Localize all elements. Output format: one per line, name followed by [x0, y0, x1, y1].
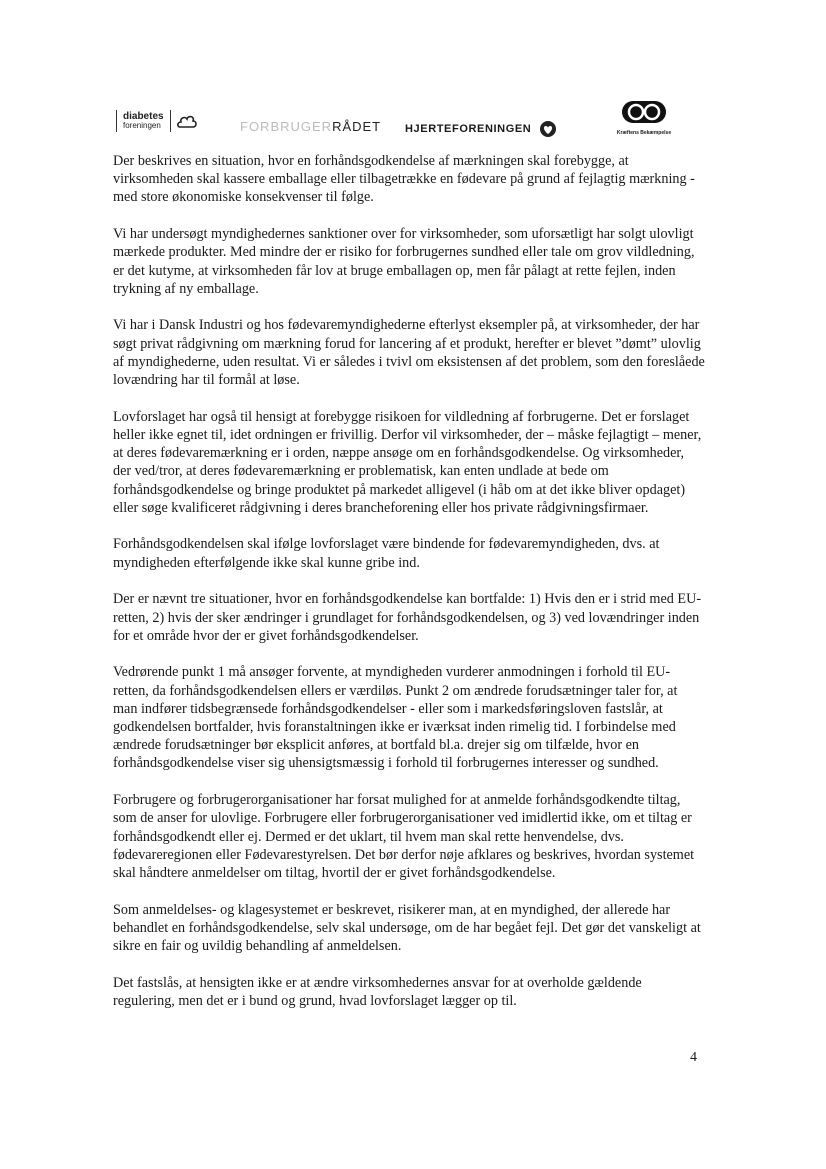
- heart-emblem-icon: [539, 120, 557, 138]
- logo-text-line2: foreningen: [123, 121, 161, 130]
- document-body: [113, 152, 705, 1029]
- diabetesforeningen-logo: [116, 110, 197, 132]
- header-logos: [0, 0, 826, 150]
- diabetes-symbol-icon: [177, 112, 197, 130]
- logo-text: HJERTEFORENINGEN: [405, 123, 532, 135]
- logo-text-faint: FORBRUGER: [240, 119, 333, 134]
- paragraph: Forhåndsgodkendelsen skal ifølge lovforslaget være bindende for fødevaremyndigheden, dvs. at myndigheden efterfølgende ikke skal kunne gribe ind.: [113, 536, 660, 571]
- kraeftens-bekaempelse-logo: [604, 100, 684, 136]
- paragraph: Vi har undersøgt myndighedernes sanktioner over for virksomheder, som uforsætligt har solgt ulovligt mærkede produkter. Med mindre der er risiko for forbrugernes sundhed eller tale om grov vildledning, er det kutyme, at virksomheden får lov at bruge emballagen op, men får pålagt at rette fejlen, inden trykning af ny emballage.: [113, 226, 695, 297]
- logo-text-dark: RÅDET: [332, 119, 382, 134]
- paragraph: Forbrugere og forbrugerorganisationer har forsat mulighed for at anmelde forhåndsgodkendte tiltag, som de anser for ulovlige. Forbrugere eller forbrugerorganisationer ved imidlertid ikke, om et tiltag er forhåndsgodkendt eller ej. Dermed er det uklart, til hvem man skal rette henvendelse, dvs. fødevareregionen eller Fødevarestyrelsen. Det bør derfor nøje afklares og beskrives, hvordan systemet skal håndtere anmeldelser om tiltag, hvortil der er givet forhåndsgodkendelse.: [113, 792, 695, 881]
- logo-text-line1: diabetes: [123, 111, 164, 122]
- paragraph: Der er nævnt tre situationer, hvor en forhåndsgodkendelse kan bortfalde: 1) Hvis den er i strid med EU-retten, 2) hvis der sker ændringer i grundlaget for forhåndsgodkendelsen, og 3) ved lovændringer inden for et område hvor der er givet forhåndsgodkendelser.: [113, 591, 702, 644]
- divider: [116, 110, 117, 132]
- paragraph: Vi har i Dansk Industri og hos fødevaremyndighederne efterlyst eksempler på, at virksomheder, der har søgt privat rådgivning om mærkning forud for lancering af et produkt, herefter er blevet ”dømt” ulovlig af myndighederne, uden resultat. Vi er således i tvivl om eksistensen af det problem, som den foreslåede lovændring har til formål at løse.: [113, 317, 705, 389]
- paragraph: Vedrørende punkt 1 må ansøger forvente, at myndigheden vurderer anmodningen i forhold til EU-retten, da forhåndsgodkendelsen ellers er værdiløs. Punkt 2 om ændrede forudsætninger taler for, at man indfører tidsbegrænsede forhåndsgodkendelser - eller som i markedsføringsloven fastslår, at godkendelsen bortfalder, hvis foranstaltningen ikke er iværksat inden rimelig tid. I forbindelse med ændrede forudsætninger bør eksplicit anføres, at bortfald bl.a. drejer sig om tilfælde, hvor en forhåndsgodkendelse viser sig uhensigtsmæssig i forhold til forbrugernes interesser og sundhed.: [113, 664, 678, 772]
- hjerteforeningen-logo: [405, 120, 557, 138]
- cancer-society-emblem-icon: [621, 100, 667, 124]
- paragraph: Der beskrives en situation, hvor en forhåndsgodkendelse af mærkningen skal forebygge, at virksomheden skal kassere emballage eller tilbagetrække en fødevare på grund af fejlagtig mærkning - med store økonomiske konsekvenser til følge.: [113, 153, 695, 206]
- forbrugerraadet-logo: [240, 119, 381, 134]
- paragraph: Det fastslås, at hensigten ikke er at ændre virksomhedernes ansvar for at overholde gældende regulering, men det er i bund og grund, hvad lovforslaget lægger op til.: [113, 974, 642, 1010]
- logo-text: Kræftens Bekæmpelse: [616, 130, 672, 136]
- paragraph: Lovforslaget har også til hensigt at forebygge risikoen for vildledning af forbrugerne. Det er forslaget heller ikke egnet til, idet ordningen er frivillig. Derfor vil virksomheder, der – måske fejlagtigt – mener, at deres fødevaremærkning er i orden, næppe ansøge om en forhåndsgodkendelse. Og virksomheder, der ved/tror, at deres fødevaremærkning er problematisk, kan enten undlade at bede om forhåndsgodkendelse og bringe produktet på markedet alligevel (i håb om at det ikke bliver opdaget) eller søge kvalificeret rådgivning i deres brancheforening eller hos private rådgivningsfirmaer.: [113, 408, 702, 516]
- page-number: 4: [690, 1050, 697, 1065]
- paragraph: Som anmeldelses- og klagesystemet er beskrevet, risikerer man, at en myndighed, der allerede har behandlet en forhåndsgodkendelse, selv skal undersøge, om de har begået fejl. Det gør det vanskeligt at sikre en fair og uvildig behandling af anmeldelsen.: [113, 901, 701, 955]
- divider: [170, 110, 171, 132]
